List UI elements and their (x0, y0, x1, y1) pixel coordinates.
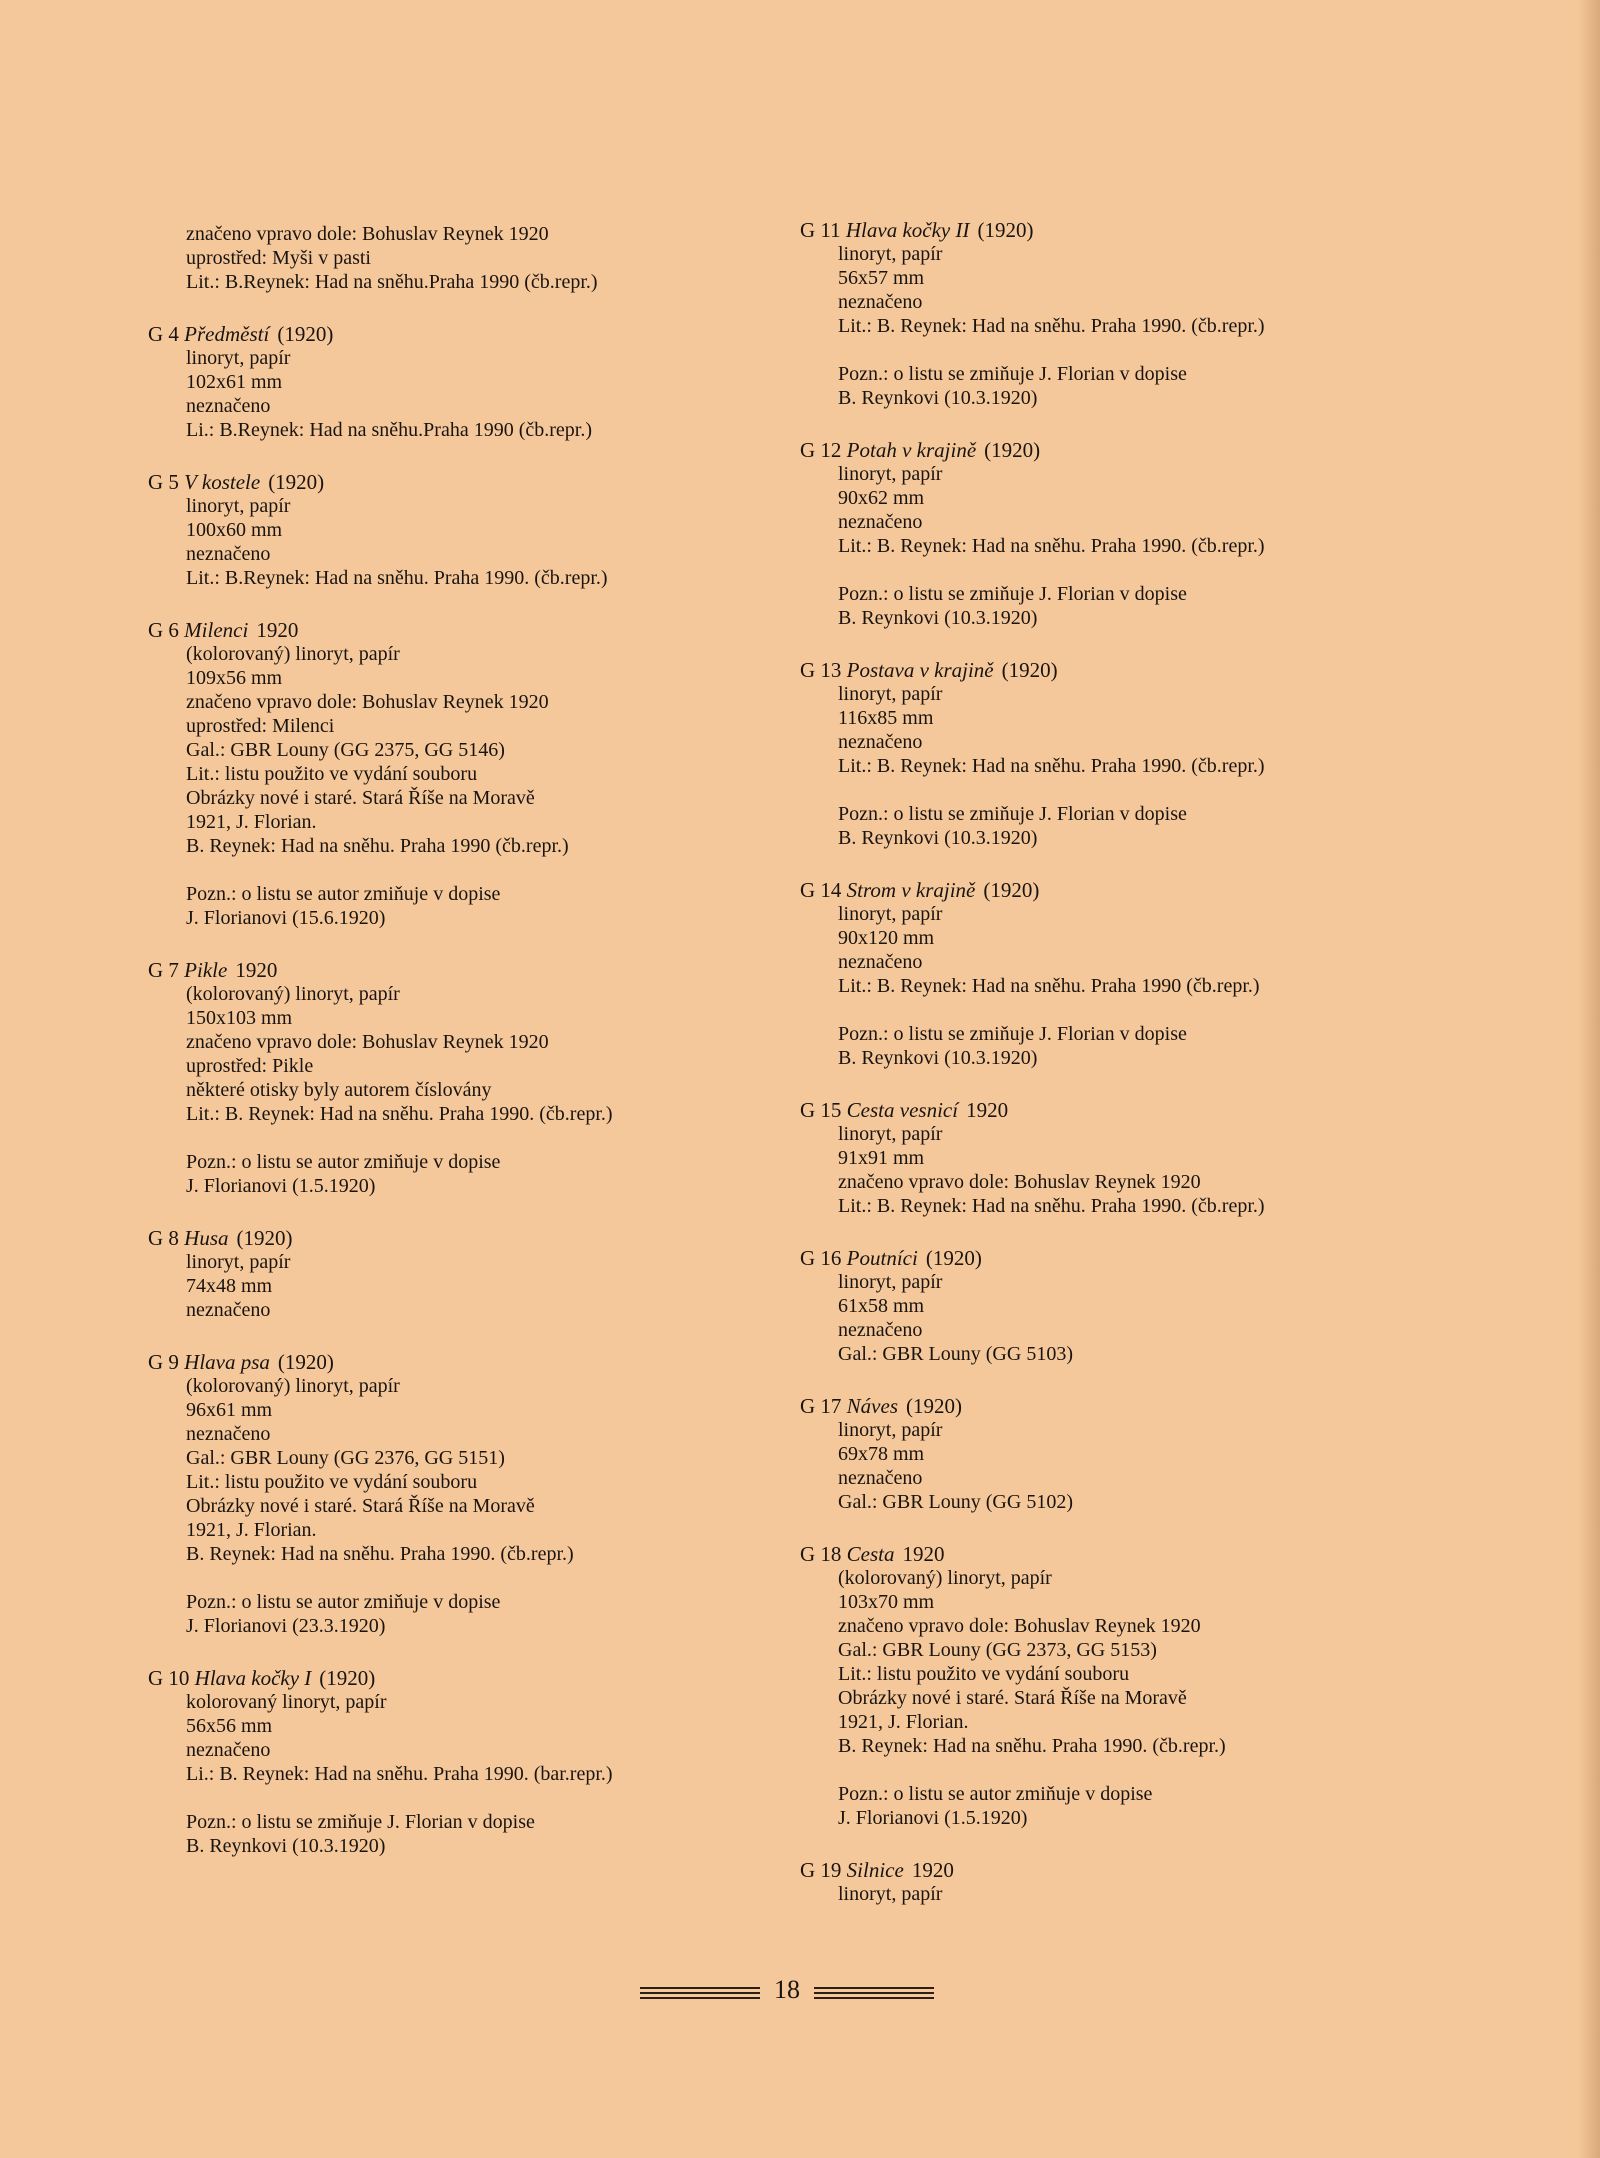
entry-line: 74x48 mm (186, 1275, 273, 1297)
entry-line: Pozn.: o listu se autor zmiňuje v dopise (186, 1151, 501, 1173)
entry-line: uprostřed: Myši v pasti (186, 247, 371, 269)
entry-line: Lit.: listu použito ve vydání souboru (186, 763, 478, 785)
entry-year: 1920 (902, 1542, 945, 1566)
entry-line: Gal.: GBR Louny (GG 5103) (838, 1343, 1073, 1365)
entry-line: 1921, J. Florian. (186, 1519, 317, 1541)
entry-line: Pozn.: o listu se zmiňuje J. Florian v dopise (838, 803, 1187, 825)
entry-line: (kolorovaný) linoryt, papír (186, 983, 400, 1005)
entry-line: (kolorovaný) linoryt, papír (186, 643, 400, 665)
entry-line: Li.: B. Reynek: Had na sněhu. Praha 1990. (bar.repr.) (186, 1763, 613, 1785)
entry-title: Náves (846, 1394, 898, 1418)
entry-heading (800, 1858, 1440, 1882)
entry-year: (1920) (236, 1226, 293, 1250)
entry-line: značeno vpravo dole: Bohuslav Reynek 1920 (838, 1615, 1201, 1637)
entry-spacer (148, 1126, 788, 1150)
catalog-entry (800, 878, 1440, 1070)
entry-line: linoryt, papír (186, 495, 291, 517)
footer-rule-left (640, 1987, 760, 2002)
entry-line: Lit.: B. Reynek: Had na sněhu. Praha 1990. (čb.repr.) (186, 1103, 613, 1125)
entry-number: G 9 (148, 1350, 179, 1374)
catalog-entry (800, 1098, 1440, 1218)
entry-year: (1920) (925, 1246, 982, 1270)
entry-title: Potah v krajině (846, 438, 977, 462)
catalog-entry (800, 438, 1440, 630)
entry-line: Lit.: B. Reynek: Had na sněhu. Praha 1990. (čb.repr.) (838, 1195, 1265, 1217)
entry-heading (148, 1226, 788, 1250)
entry-year: 1920 (911, 1858, 954, 1882)
catalog-entry (800, 1394, 1440, 1514)
entry-line: J. Florianovi (1.5.1920) (838, 1807, 1028, 1829)
entry-line: Pozn.: o listu se zmiňuje J. Florian v dopise (838, 583, 1187, 605)
entry-year: (1920) (277, 322, 334, 346)
entry-spacer (800, 558, 1440, 582)
entry-heading (148, 470, 788, 494)
entry-line: linoryt, papír (838, 903, 943, 925)
entry-line: linoryt, papír (186, 1251, 291, 1273)
entry-spacer (148, 1566, 788, 1590)
entry-line: Pozn.: o listu se autor zmiňuje v dopise (186, 883, 501, 905)
entry-line: J. Florianovi (1.5.1920) (186, 1175, 376, 1197)
entry-number: G 4 (148, 322, 179, 346)
entry-line: B. Reynek: Had na sněhu. Praha 1990. (čb.repr.) (186, 1543, 574, 1565)
entry-line: neznačeno (186, 1299, 271, 1321)
entry-line: B. Reynkovi (10.3.1920) (838, 1047, 1038, 1069)
entry-number: G 18 (800, 1542, 842, 1566)
entry-line: B. Reynek: Had na sněhu. Praha 1990. (čb.repr.) (838, 1735, 1226, 1757)
entry-line: některé otisky byly autorem číslovány (186, 1079, 492, 1101)
entry-year: (1920) (984, 438, 1041, 462)
entry-line: Pozn.: o listu se zmiňuje J. Florian v dopise (186, 1811, 535, 1833)
entry-line: Lit.: B. Reynek: Had na sněhu. Praha 1990. (čb.repr.) (838, 315, 1265, 337)
entry-line: 90x120 mm (838, 927, 935, 949)
entry-line: Gal.: GBR Louny (GG 5102) (838, 1491, 1073, 1513)
entry-number: G 13 (800, 658, 842, 682)
right-column (800, 218, 1440, 1934)
entry-line: Gal.: GBR Louny (GG 2375, GG 5146) (186, 739, 505, 761)
entry-line: neznačeno (838, 1319, 923, 1341)
entry-title: Postava v krajině (846, 658, 994, 682)
entry-line: Lit.: listu použito ve vydání souboru (838, 1663, 1130, 1685)
entry-line: Li.: B.Reynek: Had na sněhu.Praha 1990 (čb.repr.) (186, 419, 593, 441)
entry-line: Lit.: B.Reynek: Had na sněhu. Praha 1990. (čb.repr.) (186, 567, 608, 589)
entry-line: značeno vpravo dole: Bohuslav Reynek 1920 (838, 1171, 1201, 1193)
entry-line: Gal.: GBR Louny (GG 2376, GG 5151) (186, 1447, 505, 1469)
catalog-entry (148, 322, 788, 442)
entry-title: Silnice (846, 1858, 904, 1882)
catalog-entry (800, 658, 1440, 850)
entry-title: Strom v krajině (846, 878, 976, 902)
entry-heading (800, 1542, 1440, 1566)
entry-line: B. Reynkovi (10.3.1920) (186, 1835, 386, 1857)
entry-line: (kolorovaný) linoryt, papír (838, 1567, 1052, 1589)
entry-line: linoryt, papír (186, 347, 291, 369)
entry-title: V kostele (184, 470, 261, 494)
entry-year: (1920) (319, 1666, 376, 1690)
entry-heading (148, 618, 788, 642)
entry-line: 102x61 mm (186, 371, 283, 393)
entry-line: neznačeno (838, 731, 923, 753)
entry-number: G 17 (800, 1394, 842, 1418)
entry-line: Lit.: B. Reynek: Had na sněhu. Praha 1990. (čb.repr.) (838, 535, 1265, 557)
entry-year: (1920) (983, 878, 1040, 902)
entry-number: G 15 (800, 1098, 842, 1122)
entry-line: Pozn.: o listu se zmiňuje J. Florian v dopise (838, 363, 1187, 385)
entry-heading (800, 438, 1440, 462)
entry-title: Hlava psa (184, 1350, 270, 1374)
entry-line: B. Reynkovi (10.3.1920) (838, 607, 1038, 629)
entry-line: neznačeno (838, 951, 923, 973)
entry-line: kolorovaný linoryt, papír (186, 1691, 387, 1713)
entry-line: 56x56 mm (186, 1715, 273, 1737)
entry-year: (1920) (906, 1394, 962, 1418)
entry-line: Lit.: B. Reynek: Had na sněhu. Praha 1990. (čb.repr.) (838, 755, 1265, 777)
entry-title: Poutníci (846, 1246, 918, 1270)
catalog-entry (800, 1858, 1440, 1906)
entry-heading (148, 322, 788, 346)
catalog-entry (800, 1542, 1440, 1830)
catalog-entry (800, 1246, 1440, 1366)
entry-line: 1921, J. Florian. (838, 1711, 969, 1733)
entry-spacer (800, 1758, 1440, 1782)
entry-title: Předměstí (184, 322, 270, 346)
entry-line: linoryt, papír (838, 1271, 943, 1293)
entry-year: (1920) (268, 470, 325, 494)
entry-number: G 7 (148, 958, 179, 982)
entry-line: Obrázky nové i staré. Stará Říše na Moravě (186, 787, 535, 809)
entry-heading (148, 1666, 788, 1690)
entry-spacer (148, 858, 788, 882)
entry-line: 96x61 mm (186, 1399, 273, 1421)
entry-line: 100x60 mm (186, 519, 283, 541)
footer-rule-right (814, 1987, 934, 2002)
entry-line: J. Florianovi (15.6.1920) (186, 907, 386, 929)
entry-line: neznačeno (186, 1423, 271, 1445)
entry-heading (800, 658, 1440, 682)
entry-year: (1920) (1001, 658, 1058, 682)
entry-line: linoryt, papír (838, 1883, 943, 1905)
entry-line: J. Florianovi (23.3.1920) (186, 1615, 386, 1637)
entry-line: 109x56 mm (186, 667, 283, 689)
entry-line: B. Reynek: Had na sněhu. Praha 1990 (čb.repr.) (186, 835, 569, 857)
entry-line: Lit.: listu použito ve vydání souboru (186, 1471, 478, 1493)
entry-line: Lit.: B.Reynek: Had na sněhu.Praha 1990 (čb.repr.) (186, 271, 598, 293)
entry-line: Lit.: B. Reynek: Had na sněhu. Praha 1990 (čb.repr.) (838, 975, 1260, 997)
entry-line: Pozn.: o listu se autor zmiňuje v dopise (838, 1783, 1153, 1805)
entry-line: linoryt, papír (838, 683, 943, 705)
entry-line: 61x58 mm (838, 1295, 925, 1317)
entry-number: G 19 (800, 1858, 842, 1882)
entry-line: 1921, J. Florian. (186, 811, 317, 833)
page-number: 18 (774, 1975, 800, 2004)
entry-year: 1920 (966, 1098, 1009, 1122)
entry-line: 103x70 mm (838, 1591, 935, 1613)
catalog-entry (148, 618, 788, 930)
entry-line: 150x103 mm (186, 1007, 293, 1029)
entry-line: neznačeno (838, 291, 923, 313)
entry-line: značeno vpravo dole: Bohuslav Reynek 1920 (186, 223, 549, 245)
catalog-entry (148, 1226, 788, 1322)
entry-heading (800, 218, 1440, 242)
entry-title: Milenci (184, 618, 249, 642)
entry-heading (800, 1394, 1440, 1418)
entry-heading (800, 878, 1440, 902)
entry-line: uprostřed: Pikle (186, 1055, 314, 1077)
continued-entry (148, 222, 788, 294)
entry-line: 69x78 mm (838, 1443, 925, 1465)
entry-line: (kolorovaný) linoryt, papír (186, 1375, 400, 1397)
entry-line: 91x91 mm (838, 1147, 925, 1169)
entry-line: 90x62 mm (838, 487, 925, 509)
entry-line: 116x85 mm (838, 707, 934, 729)
entry-line: Gal.: GBR Louny (GG 2373, GG 5153) (838, 1639, 1157, 1661)
entry-line: Obrázky nové i staré. Stará Říše na Moravě (186, 1495, 535, 1517)
entry-heading (148, 1350, 788, 1374)
left-column (148, 222, 788, 1886)
entry-line: B. Reynkovi (10.3.1920) (838, 827, 1038, 849)
entry-title: Cesta vesnicí (846, 1098, 959, 1122)
entry-line: linoryt, papír (838, 1419, 943, 1441)
entry-number: G 12 (800, 438, 842, 462)
catalog-entry (800, 218, 1440, 410)
entry-year: 1920 (256, 618, 299, 642)
entry-line: neznačeno (838, 511, 923, 533)
catalog-entry (148, 958, 788, 1198)
entry-line: Obrázky nové i staré. Stará Říše na Moravě (838, 1687, 1187, 1709)
entry-heading (800, 1246, 1440, 1270)
entry-line: neznačeno (186, 395, 271, 417)
entry-title: Husa (184, 1226, 229, 1250)
entry-title: Pikle (184, 958, 228, 982)
entry-line: linoryt, papír (838, 1123, 943, 1145)
entry-line: uprostřed: Milenci (186, 715, 335, 737)
catalog-entry (148, 470, 788, 590)
entry-title: Hlava kočky I (194, 1666, 312, 1690)
entry-line: B. Reynkovi (10.3.1920) (838, 387, 1038, 409)
catalog-entry (148, 1666, 788, 1858)
entry-number: G 16 (800, 1246, 842, 1270)
entry-line: neznačeno (186, 1739, 271, 1761)
entry-line: neznačeno (186, 543, 271, 565)
entry-line: Pozn.: o listu se zmiňuje J. Florian v dopise (838, 1023, 1187, 1045)
entry-spacer (800, 998, 1440, 1022)
entry-title: Cesta (846, 1542, 895, 1566)
entry-spacer (800, 338, 1440, 362)
entry-spacer (148, 1786, 788, 1810)
entry-line: 56x57 mm (838, 267, 925, 289)
entry-spacer (800, 778, 1440, 802)
entry-number: G 8 (148, 1226, 179, 1250)
entry-line: linoryt, papír (838, 243, 943, 265)
entry-line: linoryt, papír (838, 463, 943, 485)
catalog-entry (148, 1350, 788, 1638)
entry-line: značeno vpravo dole: Bohuslav Reynek 1920 (186, 1031, 549, 1053)
entry-heading (800, 1098, 1440, 1122)
entry-year: (1920) (977, 218, 1034, 242)
page-footer (0, 1973, 1600, 2013)
entry-number: G 6 (148, 618, 179, 642)
entry-number: G 10 (148, 1666, 190, 1690)
entry-line: neznačeno (838, 1467, 923, 1489)
entry-year: (1920) (277, 1350, 334, 1374)
entry-line: značeno vpravo dole: Bohuslav Reynek 1920 (186, 691, 549, 713)
entry-heading (148, 958, 788, 982)
entry-number: G 14 (800, 878, 842, 902)
entry-number: G 11 (800, 218, 841, 242)
entry-title: Hlava kočky II (845, 218, 970, 242)
entry-line: Pozn.: o listu se autor zmiňuje v dopise (186, 1591, 501, 1613)
entry-number: G 5 (148, 470, 179, 494)
page-edge-shadow (1578, 0, 1600, 2158)
entry-year: 1920 (235, 958, 278, 982)
